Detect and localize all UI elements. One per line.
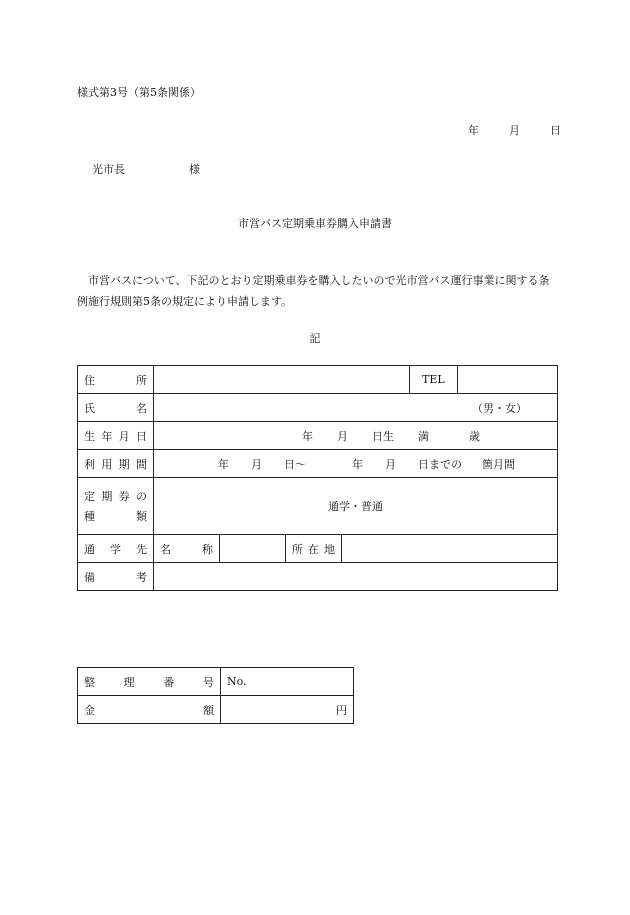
remarks-row: [78, 563, 558, 591]
birth-label: 生 年 月 日: [78, 422, 154, 450]
office-use-table: [77, 667, 354, 724]
date-day-label: 日: [550, 124, 561, 137]
application-table: [77, 365, 558, 591]
office-number-input[interactable]: No.: [221, 668, 354, 696]
birth-input[interactable]: 年 月 日生 満 歳: [154, 422, 558, 450]
pass-type-row: [78, 478, 558, 535]
address-row: [78, 366, 558, 394]
form-number: 様式第3号（第5条関係）: [77, 86, 201, 99]
amount-input[interactable]: 円: [221, 696, 354, 724]
school-location-input[interactable]: [342, 535, 558, 563]
school-name-label: 名 称: [154, 535, 220, 563]
period-label: 利 用 期 間: [78, 450, 154, 478]
application-statement: [77, 270, 557, 312]
document-title: 市営バス定期乗車券購入申請書: [238, 217, 392, 230]
amount-row: [78, 696, 354, 724]
application-date: [468, 122, 561, 138]
statement-text: 市営バスについて、下記のとおり定期乗車券を購入したいので光市営バス運行事業に関する条例施行規則第5条の規定により申請します。: [77, 274, 550, 308]
period-input[interactable]: 年 月 日〜 年 月 日までの 箇月間: [154, 450, 558, 478]
ki-heading: 記: [309, 332, 321, 345]
address-label: 住 所: [78, 366, 154, 394]
addressee-honorific: 様: [189, 163, 200, 176]
amount-label: 金 額: [78, 696, 221, 724]
school-location-label: 所 在 地: [286, 535, 342, 563]
school-row: [78, 535, 558, 563]
pass-type-label: 定 期 券 の 種 類: [78, 478, 154, 535]
date-month-label: 月: [509, 124, 520, 137]
birth-row: [78, 422, 558, 450]
remarks-input[interactable]: [154, 563, 558, 591]
addressee-name: 光市長: [92, 163, 125, 176]
tel-label: TEL: [410, 366, 458, 394]
school-name-input[interactable]: [220, 535, 286, 563]
school-label: 通 学 先: [78, 535, 154, 563]
office-number-label: 整 理 番 号: [78, 668, 221, 696]
name-row: [78, 394, 558, 422]
name-label: 氏 名: [78, 394, 154, 422]
date-year-label: 年: [468, 124, 479, 137]
tel-input[interactable]: [458, 366, 558, 394]
addressee: [92, 161, 200, 177]
sex-options[interactable]: （男・女）: [472, 401, 528, 415]
pass-type-input[interactable]: [154, 478, 558, 535]
office-number-row: [78, 668, 354, 696]
name-input[interactable]: [154, 394, 558, 422]
period-row: [78, 450, 558, 478]
address-input[interactable]: [154, 366, 410, 394]
pass-type-options[interactable]: 通学・普通: [328, 500, 384, 513]
remarks-label: 備 考: [78, 563, 154, 591]
